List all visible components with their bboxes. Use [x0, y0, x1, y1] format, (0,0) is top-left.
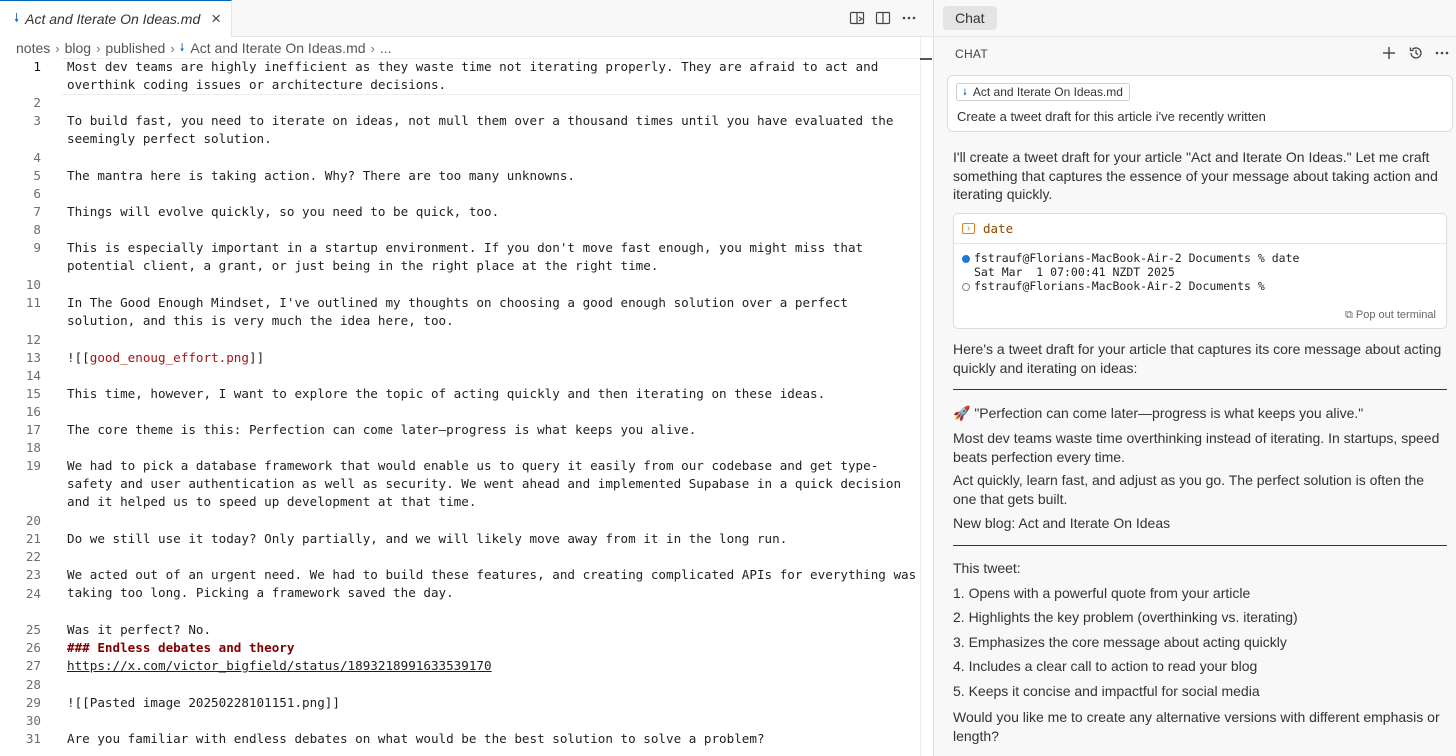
line-number: 11 — [25, 295, 41, 310]
line-number: 17 — [25, 422, 41, 437]
more-actions-icon[interactable] — [1433, 44, 1451, 62]
user-request-text: Create a tweet draft for this article i've recently written — [957, 109, 1266, 124]
breadcrumb-published[interactable]: published — [105, 40, 166, 56]
summary-item: 4. Includes a clear call to action to read your blog — [953, 658, 1258, 674]
chevron-right-icon: › — [96, 40, 101, 56]
summary-item: 3. Emphasizes the core message about acting quickly — [953, 634, 1287, 650]
breadcrumb-symbol[interactable]: ... — [379, 40, 392, 56]
tweet-quote: 🚀 "Perfection can come later—progress is what keeps you alive." — [953, 405, 1364, 421]
line-number: 2 — [33, 95, 41, 110]
pending-dot-icon — [962, 283, 970, 291]
chat-header-title: CHAT — [955, 47, 988, 61]
breadcrumb-blog[interactable]: blog — [64, 40, 92, 56]
new-chat-icon[interactable] — [1380, 44, 1398, 62]
divider — [953, 545, 1447, 546]
tab-title: Act and Iterate On Ideas.md — [25, 11, 201, 27]
line-text: We acted out of an urgent need. We had to build these features, and creating complicated APIs for everything was taking too long. Picking a framework saved the day. — [67, 567, 924, 601]
tab-act-and-iterate[interactable] — [0, 0, 232, 37]
line-text: In The Good Enough Mindset, I've outlined my thoughts on choosing a good enough solution over a perfect solution, and this is very much the idea here, too. — [67, 295, 856, 329]
chevron-right-icon: › — [370, 40, 375, 56]
line-text — [67, 657, 917, 675]
line-text: ### Endless debates and theory — [67, 640, 295, 655]
terminal-line-1: fstrauf@Florians-MacBook-Air-2 Documents % date — [974, 251, 1300, 265]
markdown-file-icon: 🠗 — [179, 41, 185, 54]
line-number: 29 — [25, 695, 41, 710]
line-text: This is especially important in a startup environment. If you don't move fast enough, you might miss that potential client, a grant, or just being in the right place at the right time. — [67, 240, 871, 274]
line-number: 28 — [25, 677, 41, 692]
response-intro: I'll create a tweet draft for your article "Act and Iterate On Ideas." Let me craft something that captures the essence of your message about taking action and iterating quickly. — [953, 149, 1438, 202]
line-number: 4 — [33, 150, 41, 165]
wikilink-open: ![[ — [67, 350, 90, 365]
summary-item: 2. Highlights the key problem (overthinking vs. iterating) — [953, 609, 1298, 625]
line-text: This time, however, I want to explore the topic of acting quickly and then iterating on these ideas. — [67, 386, 826, 401]
line-number: 18 — [25, 440, 41, 455]
tweet-paragraph-3: New blog: Act and Iterate On Ideas — [953, 515, 1171, 531]
line-number: 22 — [25, 549, 41, 564]
line-text: ![[Pasted image 20250228101151.png]] — [67, 695, 340, 710]
wikilink-target[interactable]: good_enoug_effort.png — [89, 350, 249, 365]
history-icon[interactable] — [1407, 44, 1425, 62]
chat-tab-bar — [934, 0, 1456, 37]
line-number: 7 — [33, 204, 41, 219]
line-number: 27 — [25, 658, 41, 673]
line-number: 9 — [33, 240, 41, 255]
divider — [953, 389, 1447, 390]
summary-title: This tweet: — [953, 560, 1021, 576]
terminal-line-2: Sat Mar 1 07:00:41 NZDT 2025 — [974, 265, 1175, 279]
attached-file-chip[interactable] — [956, 83, 1130, 101]
breadcrumb-notes[interactable]: notes — [16, 40, 51, 56]
line-number: 21 — [25, 531, 41, 546]
tweet-paragraph-2: Act quickly, learn fast, and adjust as you go. The perfect solution is often the one that gets built. — [953, 472, 1425, 507]
line-number: 8 — [33, 222, 41, 237]
close-icon[interactable]: × — [211, 9, 221, 28]
more-actions-icon[interactable] — [900, 9, 918, 27]
line-number: 15 — [25, 386, 41, 401]
line-number: 14 — [25, 368, 41, 383]
line-text — [67, 349, 917, 367]
editor-scrollbar[interactable] — [920, 37, 933, 756]
url-link[interactable]: https://x.com/victor_bigfield/status/1893218991633539170 — [67, 658, 492, 673]
terminal-output-card — [953, 213, 1447, 329]
line-number: 5 — [33, 168, 41, 183]
markdown-file-icon: 🠗 — [963, 87, 967, 97]
line-number: 20 — [25, 513, 41, 528]
pop-out-terminal-button[interactable] — [1345, 309, 1436, 322]
line-number: 6 — [33, 186, 41, 201]
draft-intro: Here's a tweet draft for your article that captures its core message about acting quickly and iterating on ideas: — [953, 341, 1442, 376]
line-text: The mantra here is taking action. Why? There are too many unknowns. — [67, 168, 575, 183]
line-number: 31 — [25, 731, 41, 746]
open-preview-icon[interactable] — [848, 9, 866, 27]
terminal-line-3: fstrauf@Florians-MacBook-Air-2 Documents % — [974, 279, 1265, 293]
line-number: 25 — [25, 622, 41, 637]
wikilink-close: ]] — [248, 350, 265, 365]
closing-question: Would you like me to create any alternative versions with different emphasis or length? — [953, 709, 1440, 744]
success-dot-icon — [962, 255, 970, 263]
line-number: 16 — [25, 404, 41, 419]
line-number: 24 — [25, 586, 41, 601]
split-editor-icon[interactable] — [874, 9, 892, 27]
line-number: 10 — [25, 277, 41, 292]
cursor-ruler-mark — [920, 58, 932, 60]
terminal-header — [954, 214, 1446, 244]
chevron-right-icon: › — [55, 40, 60, 56]
line-text: Things will evolve quickly, so you need to be quick, too. — [67, 204, 500, 219]
line-text: The core theme is this: Perfection can come later—progress is what keeps you alive. — [67, 422, 697, 437]
editor-tab-bar — [0, 0, 933, 37]
line-text: Was it perfect? No. — [67, 622, 212, 637]
line-text: We had to pick a database framework that would enable us to query it easily from our codebase and get type-safety and user authentication as well as security. We went ahead and implemented Supabase in a quick decision and it helped us to speed up development at that time. — [67, 458, 909, 510]
summary-item: 5. Keeps it concise and impactful for social media — [953, 683, 1260, 699]
user-request-card — [947, 75, 1453, 132]
markdown-file-icon: 🠗 — [14, 10, 20, 25]
breadcrumb — [16, 39, 392, 57]
terminal-icon: › — [962, 223, 975, 234]
tweet-paragraph-1: Most dev teams waste time overthinking instead of iterating. In startups, speed beats perfection every time. — [953, 430, 1440, 465]
line-number: 26 — [25, 640, 41, 655]
line-number: 12 — [25, 332, 41, 347]
line-text: Most dev teams are highly inefficient as they waste time not iterating properly. They are afraid to act and overthink coding issues or architecture decisions. — [67, 59, 886, 93]
line-number: 3 — [33, 113, 41, 128]
tab-chat[interactable]: Chat — [943, 6, 997, 30]
breadcrumb-file[interactable]: Act and Iterate On Ideas.md — [190, 40, 366, 56]
chat-panel — [933, 0, 1456, 756]
external-link-icon: ⧉ — [1344, 309, 1356, 321]
line-text: To build fast, you need to iterate on ideas, not mull them over a thousand times until you have evaluated the seemingly perfect solution. — [67, 113, 902, 147]
chevron-right-icon: › — [170, 40, 175, 56]
pop-out-label: Pop out terminal — [1355, 309, 1436, 321]
line-number: 13 — [25, 350, 41, 365]
attached-file-name: Act and Iterate On Ideas.md — [972, 85, 1123, 99]
line-text: Do we still use it today? Only partially, and we will likely move away from it in the long run. — [67, 531, 788, 546]
summary-item: 1. Opens with a powerful quote from your article — [953, 585, 1251, 601]
line-number: 23 — [25, 567, 41, 582]
line-number: 1 — [33, 59, 41, 74]
line-number: 30 — [25, 713, 41, 728]
line-number: 19 — [25, 458, 41, 473]
terminal-command: date — [983, 221, 1014, 236]
line-text: Are you familiar with endless debates on what would be the best solution to solve a problem? — [67, 731, 765, 746]
